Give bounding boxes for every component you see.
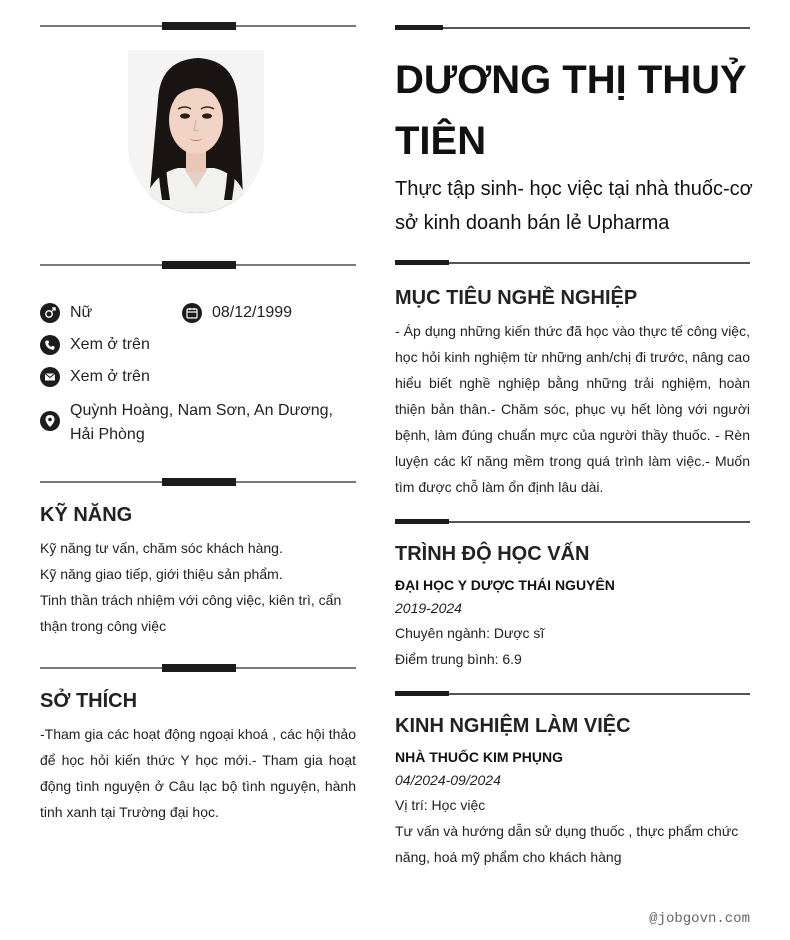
profile-photo xyxy=(128,50,264,213)
address-row xyxy=(40,401,360,447)
divider-right-3 xyxy=(395,691,750,697)
education-period: 2019-2024 xyxy=(395,600,462,616)
skill-item: Tinh thần trách nhiệm với công việc, kiên trì, cẩn thận trong công việc xyxy=(40,592,342,634)
address-text: Quỳnh Hoàng, Nam Sơn, An Dương, Hải Phòng xyxy=(70,402,333,443)
phone-row xyxy=(40,335,150,357)
experience-period: 04/2024-09/2024 xyxy=(395,772,501,788)
company-name: NHÀ THUỐC KIM PHỤNG xyxy=(395,749,563,765)
skills-list xyxy=(40,535,356,639)
gender-icon xyxy=(40,303,60,323)
divider-right-1 xyxy=(395,260,750,266)
objective-text: - Áp dụng những kiến thức đã học vào thực tế công việc, học hỏi kinh nghiệm từ những anh/chị đi trước, nâng cao hiểu biết nghề nghiệp bằng những trải nghiệm, hoàn thiện bản thân.- Chăm sóc, phục vụ hết lòng với người bệnh, làm đúng chuẩn mực của người thầy thuốc. - Rèn luyện các kĩ năng mềm trong quá trình làm việc.- Muốn tìm được chỗ làm ổn định lâu dài. xyxy=(395,323,750,495)
divider-left-2 xyxy=(40,478,356,486)
skill-item: Kỹ năng tư vấn, chăm sóc khách hàng. xyxy=(40,540,283,556)
experience-position: Vị trí: Học việc xyxy=(395,797,486,813)
dob-row xyxy=(182,303,292,325)
location-pin-icon xyxy=(40,411,60,431)
dob-text: 08/12/1999 xyxy=(212,304,293,321)
skill-item: Kỹ năng giao tiếp, giới thiệu sản phẩm. xyxy=(40,566,283,582)
mail-icon xyxy=(40,367,60,387)
candidate-name: DƯƠNG THỊ THUỶ TIÊN xyxy=(395,58,747,163)
footer-watermark: @jobgovn.com xyxy=(649,911,750,927)
divider-right-2 xyxy=(395,519,750,525)
candidate-title: Thực tập sinh- học việc tại nhà thuốc-cơ sở kinh doanh bán lẻ Upharma xyxy=(395,178,753,234)
education-heading: TRÌNH ĐỘ HỌC VẤN xyxy=(395,543,590,565)
phone-text[interactable]: Xem ở trên xyxy=(70,336,150,353)
school-name: ĐẠI HỌC Y DƯỢC THÁI NGUYÊN xyxy=(395,577,615,593)
education-gpa: Điểm trung bình: 6.9 xyxy=(395,651,522,667)
divider-left-1 xyxy=(40,261,356,269)
divider-top-left xyxy=(40,22,356,30)
phone-icon xyxy=(40,335,60,355)
experience-description: Tư vấn và hướng dẫn sử dụng thuốc , thực phẩm chức năng, hoá mỹ phẩm cho khách hàng xyxy=(395,823,739,865)
divider-top-right xyxy=(395,25,750,31)
hobbies-text: -Tham gia các hoạt động ngoại khoá , các hội thảo để học hỏi kiến thức Y học mới.- Tham gia hoạt động tình nguyện ở Câu lạc bộ tình nguyện, hành tinh xanh tại Trường đại học. xyxy=(40,726,356,820)
email-row xyxy=(40,367,150,389)
gender-row xyxy=(40,303,92,325)
education-major: Chuyên ngành: Dược sĩ xyxy=(395,625,545,641)
gender-text: Nữ xyxy=(70,304,93,321)
email-text[interactable]: Xem ở trên xyxy=(70,368,150,385)
hobbies-heading: SỞ THÍCH xyxy=(40,690,138,712)
skills-heading: KỸ NĂNG xyxy=(40,504,133,526)
experience-heading: KINH NGHIỆM LÀM VIỆC xyxy=(395,715,631,737)
divider-left-3 xyxy=(40,664,356,672)
objective-heading: MỤC TIÊU NGHỀ NGHIỆP xyxy=(395,287,638,309)
calendar-icon xyxy=(182,303,202,323)
